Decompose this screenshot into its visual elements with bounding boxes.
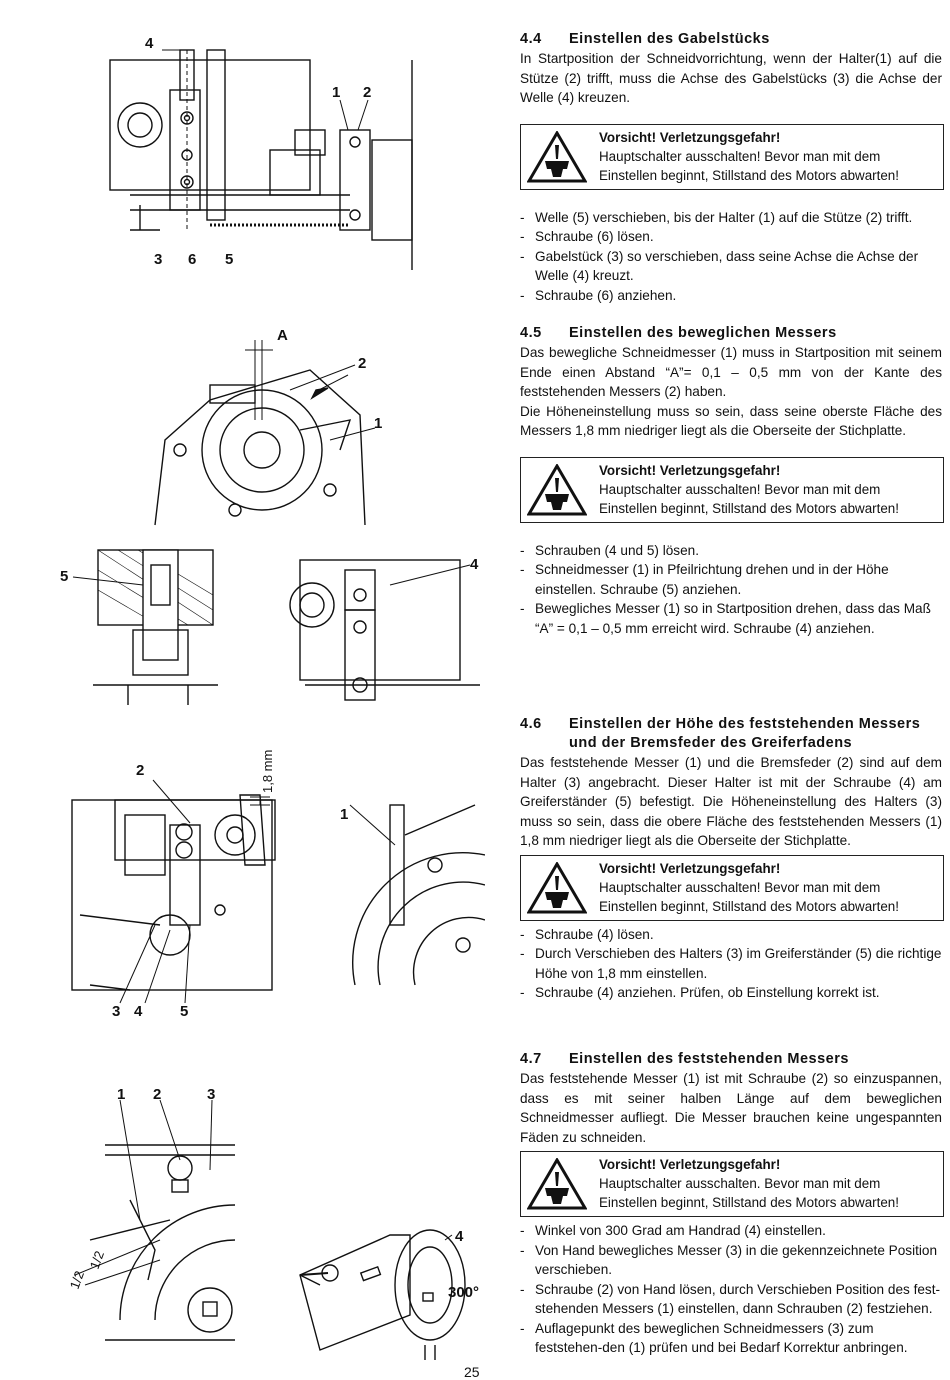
figure-holder-height: [60, 735, 335, 1025]
step-list: [520, 541, 942, 639]
section-number: 4.6: [520, 716, 542, 732]
section-title: Einstellen des Gabelstücks: [569, 31, 770, 47]
section-heading: [520, 324, 942, 343]
warning-title: Vorsicht! Verletzungsgefahr!: [599, 860, 781, 876]
section-heading: [520, 30, 942, 49]
list-item: - Von Hand bewegliches Messer (3) in die gekennzeichnete Position verschieben.: [520, 1241, 942, 1280]
warning-text: Hauptschalter ausschalten! Bevor man mit dem Einstellen beginnt, Stillstand des Motors abwarten!: [599, 481, 899, 516]
fig8-label-4: 4: [455, 1228, 464, 1245]
fig3-label-5: 5: [60, 568, 69, 585]
section-title: Einstellen der Höhe des feststehenden Messers und der Bremsfeder des Greiferfadens: [569, 716, 921, 751]
section-number: 4.4: [520, 31, 542, 47]
fig7-label-half-b: 1/2: [86, 1248, 108, 1272]
section-4-5: [520, 324, 942, 638]
section-number: 4.7: [520, 1051, 542, 1067]
fig2-label-1: 1: [374, 415, 383, 432]
step-list: [520, 925, 942, 1003]
fig5-label-2: 2: [136, 762, 145, 779]
fig1-label-3: 3: [154, 251, 163, 268]
warning-title: Vorsicht! Verletzungsgefahr!: [599, 462, 781, 478]
fig7-label-1: 1: [117, 1086, 126, 1103]
section-heading: [520, 715, 942, 753]
fig1-label-5: 5: [225, 251, 234, 268]
figure-fixed-knife-position: [60, 1080, 240, 1350]
warning-box: [520, 1151, 944, 1217]
fig6-label-1: 1: [340, 806, 349, 823]
fig1-label-4: 4: [145, 35, 154, 52]
section-intro: Das bewegliche Schneidmesser (1) muss in Startposition mit seinem Ende einen Abstand “A”= 0,1 – 0,5 mm von der Kante des feststehenden Messers (2) haben.: [520, 345, 942, 399]
list-item: - Schrauben (4 und 5) lösen.: [520, 541, 942, 561]
list-item: - Welle (5) verschieben, bis der Halter (1) auf die Stütze (2) trifft.: [520, 208, 942, 228]
list-item: - Gabelstück (3) so verschieben, dass seine Achse die Achse der Welle (4) kreuzt.: [520, 247, 942, 286]
warning-title: Vorsicht! Verletzungsgefahr!: [599, 129, 781, 145]
section-heading: [520, 1050, 942, 1069]
section-title: Einstellen des beweglichen Messers: [569, 325, 837, 341]
list-item: - Schraube (2) von Hand lösen, durch Verschieben Position des fest-stehenden Messers (1) einstellen, dann Schrauben (2) festziehen.: [520, 1280, 942, 1319]
section-intro-2: Die Höheneinstellung muss so sein, dass seine oberste Fläche des Messers 1,8 mm niedriger liegt als die Oberseite der Stichplatte.: [520, 403, 942, 438]
list-item: - Schraube (6) anziehen.: [520, 286, 942, 306]
fig5-label-height: 1,8 mm: [260, 749, 275, 793]
warning-box: [520, 124, 944, 190]
fig1-label-6: 6: [188, 251, 197, 268]
fig7-label-half-a: 1/2: [66, 1268, 88, 1292]
list-item: - Durch Verschieben des Halters (3) im Greiferständer (5) die richtige Höhe von 1,8 mm einstellen.: [520, 944, 942, 983]
section-intro: Das feststehende Messer (1) und die Bremsfeder (2) sind auf dem Halter (3) angebracht. Dieser Halter ist mit der Schraube (4) am Greiferständer (5) befestigt. Die Höheneinstellung des Halters (3) muss so sein, dass die obere Fläche des feststehenden Messers (1) 1,8 mm niedriger liegt als die Oberseite der Stichplatte.: [520, 755, 942, 848]
fig7-label-2: 2: [153, 1086, 162, 1103]
fig5-label-5: 5: [180, 1003, 189, 1020]
hand-crush-warning-icon: [527, 464, 587, 516]
section-title: Einstellen des feststehenden Messers: [569, 1051, 849, 1067]
page-number: 25: [464, 1364, 480, 1380]
warning-box: [520, 457, 944, 523]
list-item: - Schneidmesser (1) in Pfeilrichtung drehen und in der Höhe einstellen. Schraube (5) anziehen.: [520, 560, 942, 599]
fig2-label-A: A: [277, 327, 288, 344]
list-item: - Schraube (4) lösen.: [520, 925, 942, 945]
figure-knife-holder: [280, 545, 485, 705]
figure-knife-section: [58, 545, 223, 705]
fig4-label-4: 4: [470, 556, 479, 573]
warning-text: Hauptschalter ausschalten! Bevor man mit dem Einstellen beginnt, Stillstand des Motors abwarten!: [599, 148, 899, 183]
hand-crush-warning-icon: [527, 131, 587, 183]
fig8-label-300: 300°: [448, 1284, 480, 1301]
warning-box: [520, 855, 944, 921]
section-intro: In Startposition der Schneidvorrichtung, wenn der Halter(1) auf die Stütze (2) trifft, muss die Achse des Gabelstücks (3) die Achse der Welle (4) kreuzen.: [520, 51, 942, 105]
figure-fixed-knife-detail: [335, 795, 485, 990]
figure-handwheel: [290, 1215, 490, 1360]
section-number: 4.5: [520, 325, 542, 341]
list-item: - Auflagepunkt des beweglichen Schneidmessers (3) zum feststehen-den (1) prüfen und bei Bedarf Korrektur anbringen.: [520, 1319, 942, 1358]
fig1-label-2: 2: [363, 84, 372, 101]
figure-movable-knife: [150, 320, 400, 530]
section-intro: Das feststehende Messer (1) ist mit Schraube (2) so einzuspannen, dass es mit seiner halben Länge auf dem beweglichen Schneidmesser aufliegt. Die Messer brauchen keine ungespannten Fäden zu schneiden.: [520, 1071, 942, 1145]
list-item: - Winkel von 300 Grad am Handrad (4) einstellen.: [520, 1221, 942, 1241]
section-4-6: [520, 715, 942, 1003]
warning-text: Hauptschalter ausschalten! Bevor man mit dem Einstellen beginnt, Stillstand des Motors abwarten!: [599, 879, 899, 914]
warning-title: Vorsicht! Verletzungsgefahr!: [599, 1157, 781, 1172]
list-item: - Schraube (4) anziehen. Prüfen, ob Einstellung korrekt ist.: [520, 983, 942, 1003]
fig7-label-3: 3: [207, 1086, 216, 1103]
warning-text: Hauptschalter ausschalten. Bevor man mit dem Einstellen beginnt, Stillstand des Motors abwarten!: [599, 1176, 899, 1210]
list-item: - Bewegliches Messer (1) so in Startposition drehen, dass das Maß “A” = 0,1 – 0,5 mm erreicht wird. Schraube (4) anziehen.: [520, 599, 942, 638]
hand-crush-warning-icon: [527, 1158, 587, 1210]
fig2-label-2: 2: [358, 355, 367, 372]
step-list: [520, 208, 942, 306]
section-4-4: [520, 30, 942, 305]
section-4-7: [520, 1050, 942, 1358]
step-list: [520, 1221, 942, 1358]
hand-crush-warning-icon: [527, 862, 587, 914]
fig5-label-4: 4: [134, 1003, 143, 1020]
figure-fork-piece: [100, 30, 430, 275]
list-item: - Schraube (6) lösen.: [520, 227, 942, 247]
fig1-label-1: 1: [332, 84, 341, 101]
fig5-label-3: 3: [112, 1003, 121, 1020]
